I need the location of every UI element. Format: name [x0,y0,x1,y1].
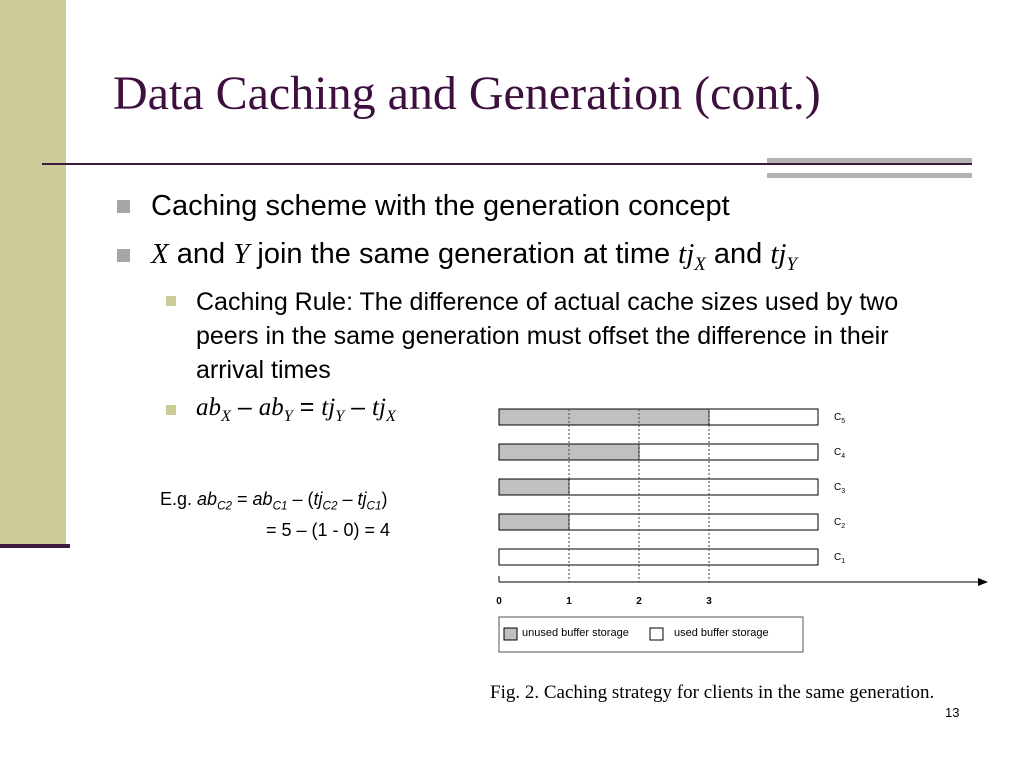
client-bars [499,409,845,582]
var-y: Y [233,238,250,270]
time-tick-label: 3 [706,596,712,607]
sub-bullet-square-icon [166,405,176,415]
client-label: $C_4$ [834,447,846,460]
client-label: $C_3$ [834,482,846,495]
legend-unused-label: unused buffer storage [522,627,629,639]
client-bar-unused [499,479,569,495]
bullet-join-generation [151,238,797,276]
example-line-2: = 5 – (1 - 0) = 4 [266,520,391,540]
time-axis-arrow-icon [978,578,988,586]
var-tjx: $tj_X$ [678,238,706,275]
bullet-caching-scheme: Caching scheme with the generation concept [151,190,730,222]
sub-bullet-square-icon [166,296,176,306]
bullet-square-icon [117,249,130,262]
text-join: join the same generation at time [249,238,679,270]
client-label: $C_5$ [834,412,846,425]
text-and: and [168,238,234,270]
client-bar-unused [499,514,569,530]
client-bar-unused [499,409,709,425]
var-tjy: $tj_Y$ [770,238,797,275]
legend-unused-swatch [504,628,517,640]
sub-bullet-formula: $ab_X - ab_Y = tj_Y - tj_X$ [196,393,396,425]
sub-bullet-caching-rule: Caching Rule: The difference of actual cache sizes used by two peers in the same generation must offset the difference in their arrival times [196,288,899,384]
left-decorative-band [0,0,66,548]
example-line-1: E.g. $ab_{C2} = ab_{C1} - (tj_{C2} - tj_{C1})$ [160,489,388,513]
left-band-bottom-rule [0,544,70,548]
title-rule-accent-top [767,158,972,163]
client-label: $C_1$ [834,552,846,565]
client-bar [499,549,818,565]
var-x: X [151,238,169,270]
title-rule [42,163,972,165]
client-label: $C_2$ [834,517,846,530]
legend-used-label: used buffer storage [674,627,769,639]
caching-strategy-diagram [470,395,1000,660]
time-tick-label: 2 [636,596,642,607]
text-and-2: and [705,238,771,270]
title-rule-accent-bottom [767,173,972,178]
legend-used-swatch [650,628,663,640]
time-tick-label: 1 [566,596,572,607]
figure-caption: Fig. 2. Caching strategy for clients in the same generation. [490,682,935,703]
time-tick-labels [496,596,712,607]
bullet-square-icon [117,200,130,213]
page-number: 13 [945,705,960,720]
slide-title: Data Caching and Generation (cont.) [113,67,821,120]
time-tick-label: 0 [496,596,502,607]
legend [499,617,803,652]
